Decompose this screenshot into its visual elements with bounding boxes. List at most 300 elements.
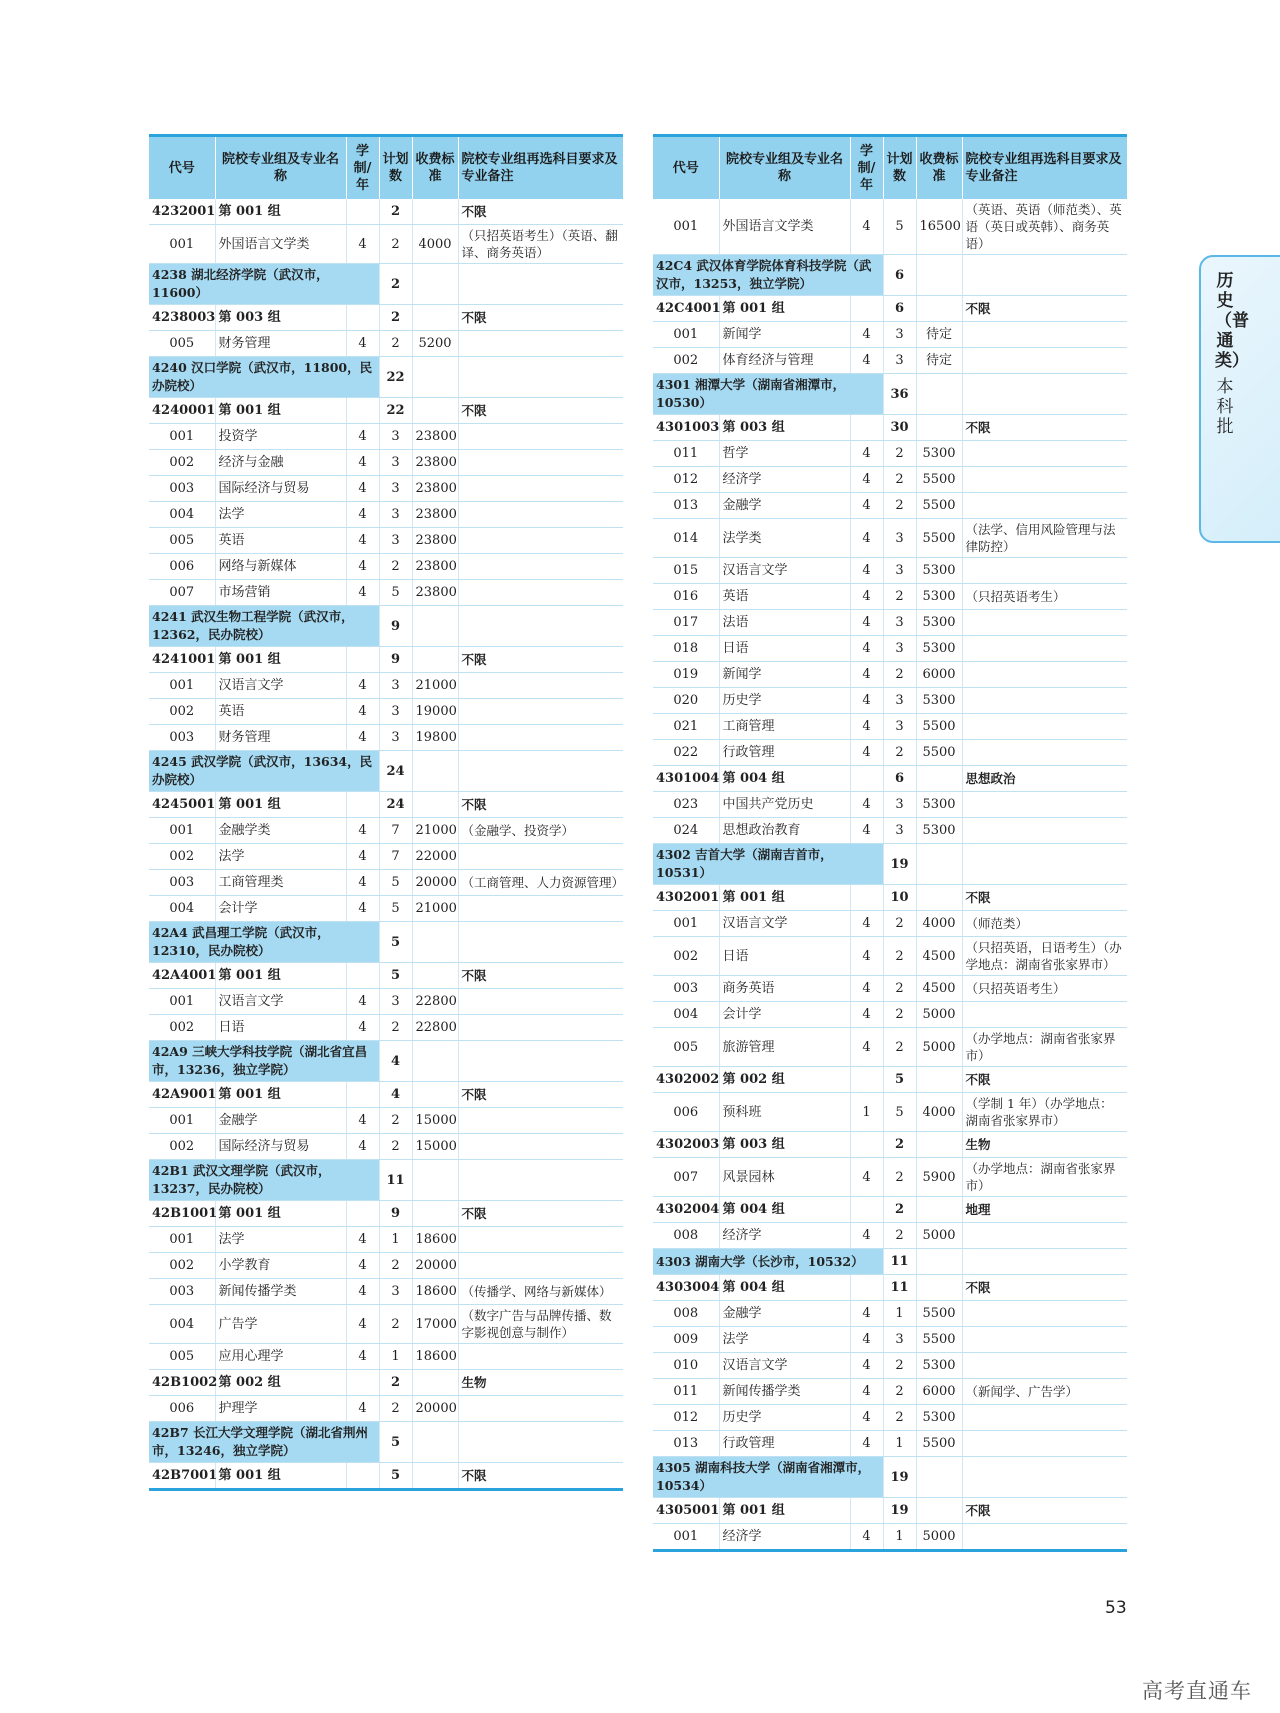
major-name: 日语 [719,636,850,662]
plan-count: 7 [379,818,412,844]
major-code: 017 [653,610,719,636]
group-code: 42A4001 [149,963,215,989]
major-remark [962,322,1127,348]
major-remark [962,714,1127,740]
major-name: 行政管理 [719,740,850,766]
major-row [149,1134,623,1160]
fee-cell [916,1197,962,1223]
plan-count: 2 [883,467,916,493]
major-remark [458,450,623,476]
major-name: 金融学 [215,1108,346,1134]
years-cell: 4 [850,740,883,766]
group-row [149,305,623,331]
fee-cell: 5300 [916,636,962,662]
major-remark: （金融学、投资学） [458,818,623,844]
group-row [149,1370,623,1396]
major-row [149,502,623,528]
years-cell: 4 [346,870,379,896]
years-cell: 4 [346,225,379,264]
major-name: 思想政治教育 [719,818,850,844]
years-cell [850,1197,883,1223]
fee-cell: 5300 [916,584,962,610]
years-cell: 4 [346,1305,379,1344]
fee-cell [412,1041,458,1082]
fee-cell: 23800 [412,528,458,554]
plan-count: 5 [379,922,412,963]
fee-cell [412,1370,458,1396]
group-name: 第 003 组 [215,305,346,331]
fee-cell: 4000 [412,225,458,264]
years-cell: 4 [850,662,883,688]
group-row [149,1201,623,1227]
major-remark [458,725,623,751]
subject-requirement: 不限 [962,1275,1127,1301]
group-name: 第 001 组 [719,296,850,322]
subject-requirement: 地理 [962,1197,1127,1223]
plan-count: 22 [379,398,412,424]
fee-cell [412,357,458,398]
major-row [653,714,1127,740]
years-cell [346,1082,379,1108]
plan-count: 9 [379,647,412,673]
fee-cell: 22000 [412,844,458,870]
major-row [149,1108,623,1134]
major-code: 022 [653,740,719,766]
plan-count: 2 [379,1396,412,1422]
header-fee: 收费标准 [412,136,458,200]
major-remark [962,636,1127,662]
years-cell: 4 [346,1396,379,1422]
plan-count: 3 [883,688,916,714]
years-cell: 4 [346,528,379,554]
major-remark: （师范类） [962,911,1127,937]
group-row [653,885,1127,911]
major-row [149,1279,623,1305]
years-cell [346,1201,379,1227]
major-name: 汉语言文学 [719,1353,850,1379]
subject-requirement: 不限 [458,1082,623,1108]
years-cell: 4 [850,688,883,714]
plan-count: 4 [379,1041,412,1082]
fee-cell [412,305,458,331]
plan-count: 3 [883,714,916,740]
major-code: 020 [653,688,719,714]
major-remark [458,1344,623,1370]
major-name: 外国语言文学类 [215,225,346,264]
school-name: 4302 吉首大学（湖南吉首市，10531） [653,844,883,885]
school-name: 42B1 武汉文理学院（武汉市，13237，民办院校） [149,1160,379,1201]
major-code: 013 [653,1431,719,1457]
major-code: 005 [149,1344,215,1370]
plan-count: 2 [379,225,412,264]
plan-count: 2 [379,305,412,331]
major-code: 001 [149,818,215,844]
major-name: 金融学类 [215,818,346,844]
fee-cell: 19800 [412,725,458,751]
header-fee: 收费标准 [916,136,962,200]
school-name: 4241 武汉生物工程学院（武汉市，12362，民办院校） [149,606,379,647]
major-code: 001 [653,1524,719,1551]
major-row [653,662,1127,688]
plan-count: 6 [883,296,916,322]
fee-cell: 18600 [412,1227,458,1253]
admission-table-left [149,134,623,1491]
years-cell [346,963,379,989]
major-row [653,740,1127,766]
fee-cell: 5500 [916,1431,962,1457]
fee-cell [916,1457,962,1498]
major-remark: （办学地点：湖南省张家界市） [962,1028,1127,1067]
fee-cell [916,296,962,322]
major-remark [458,1227,623,1253]
major-row [653,1223,1127,1249]
remark-cell [458,1041,623,1082]
fee-cell: 5500 [916,1327,962,1353]
major-code: 002 [653,348,719,374]
years-cell: 4 [850,493,883,519]
years-cell [850,415,883,441]
major-remark [458,528,623,554]
major-code: 006 [149,554,215,580]
major-remark [962,441,1127,467]
major-code: 004 [149,1305,215,1344]
fee-cell: 23800 [412,476,458,502]
fee-cell [412,1082,458,1108]
major-code: 018 [653,636,719,662]
group-code: 42B1001 [149,1201,215,1227]
major-name: 外国语言文学类 [719,199,850,255]
group-name: 第 004 组 [719,1197,850,1223]
fee-cell: 5200 [412,331,458,357]
fee-cell [916,415,962,441]
group-name: 第 001 组 [215,647,346,673]
group-name: 第 001 组 [215,398,346,424]
school-name: 42A4 武昌理工学院（武汉市，12310，民办院校） [149,922,379,963]
group-code: 4305001 [653,1498,719,1524]
plan-count: 2 [883,1379,916,1405]
school-name: 4240 汉口学院（武汉市，11800，民办院校） [149,357,379,398]
major-row [653,1327,1127,1353]
plan-count: 2 [883,584,916,610]
school-row [149,1160,623,1201]
major-remark [458,1134,623,1160]
header-plan: 计划数 [883,136,916,200]
fee-cell: 5500 [916,493,962,519]
major-remark [962,662,1127,688]
years-cell: 4 [346,1227,379,1253]
school-name: 4301 湘潭大学（湖南省湘潭市，10530） [653,374,883,415]
major-name: 法学 [215,844,346,870]
years-cell: 4 [346,502,379,528]
years-cell: 4 [346,580,379,606]
fee-cell: 5300 [916,1405,962,1431]
plan-count: 3 [379,424,412,450]
major-name: 市场营销 [215,580,346,606]
plan-count: 3 [379,450,412,476]
years-cell: 4 [346,554,379,580]
years-cell [850,1067,883,1093]
fee-cell [412,792,458,818]
fee-cell: 5000 [916,1028,962,1067]
major-row [653,199,1127,255]
fee-cell: 20000 [412,1253,458,1279]
major-remark [458,1396,623,1422]
major-row [653,1002,1127,1028]
plan-count: 1 [379,1344,412,1370]
major-name: 国际经济与贸易 [215,476,346,502]
plan-count: 5 [379,1463,412,1490]
major-name: 汉语言文学 [719,911,850,937]
plan-count: 5 [883,199,916,255]
major-row [149,450,623,476]
school-name: 42A9 三峡大学科技学院（湖北省宜昌市，13236，独立学院） [149,1041,379,1082]
fee-cell [916,1067,962,1093]
group-code: 4302002 [653,1067,719,1093]
major-row [653,467,1127,493]
plan-count: 1 [883,1301,916,1327]
subject-requirement: 不限 [458,1201,623,1227]
plan-count: 2 [883,1197,916,1223]
major-code: 002 [149,1253,215,1279]
plan-count: 10 [883,885,916,911]
years-cell: 4 [850,1353,883,1379]
major-code: 021 [653,714,719,740]
major-name: 法学类 [719,519,850,558]
years-cell [850,766,883,792]
years-cell: 4 [346,1279,379,1305]
years-cell: 4 [850,714,883,740]
group-row [149,647,623,673]
fee-cell [916,1132,962,1158]
group-code: 42B1002 [149,1370,215,1396]
major-name: 历史学 [719,1405,850,1431]
group-code: 42A9001 [149,1082,215,1108]
fee-cell: 23800 [412,424,458,450]
major-name: 经济学 [719,467,850,493]
years-cell: 4 [850,976,883,1002]
major-remark [458,502,623,528]
major-code: 001 [653,911,719,937]
years-cell: 4 [346,476,379,502]
plan-count: 3 [883,1327,916,1353]
fee-cell: 4500 [916,976,962,1002]
fee-cell [412,1201,458,1227]
major-remark [962,610,1127,636]
years-cell: 4 [850,1158,883,1197]
major-name: 英语 [215,699,346,725]
plan-count: 9 [379,606,412,647]
school-name: 4303 湖南大学（长沙市，10532） [653,1249,883,1275]
major-name: 网络与新媒体 [215,554,346,580]
major-remark [458,476,623,502]
header-years: 学制/年 [346,136,379,200]
school-row [149,357,623,398]
major-row [653,610,1127,636]
major-name: 新闻传播学类 [215,1279,346,1305]
plan-count: 3 [883,610,916,636]
years-cell: 4 [850,610,883,636]
major-remark [962,1431,1127,1457]
group-code: 4240001 [149,398,215,424]
group-name: 第 001 组 [719,885,850,911]
group-name: 第 001 组 [215,1201,346,1227]
major-name: 行政管理 [719,1431,850,1457]
table-header [149,136,623,200]
watermark-text: 高考直通车 [1142,1679,1252,1703]
group-row [149,792,623,818]
plan-count: 36 [883,374,916,415]
fee-cell [412,647,458,673]
remark-cell [458,751,623,792]
major-code: 003 [149,1279,215,1305]
plan-count: 11 [883,1249,916,1275]
years-cell: 4 [346,424,379,450]
remark-cell [962,844,1127,885]
school-name: 4245 武汉学院（武汉市，13634，民办院校） [149,751,379,792]
fee-cell [412,398,458,424]
major-row [653,441,1127,467]
plan-count: 2 [883,1223,916,1249]
fee-cell: 23800 [412,450,458,476]
header-name: 院校专业组及专业名称 [719,136,850,200]
major-code: 003 [149,725,215,751]
fee-cell: 5300 [916,610,962,636]
major-row [653,911,1127,937]
plan-count: 5 [379,870,412,896]
major-name: 工商管理类 [215,870,346,896]
header-remark: 院校专业组再选科目要求及专业备注 [962,136,1127,200]
fee-cell [916,844,962,885]
group-row [653,1498,1127,1524]
group-row [149,199,623,225]
fee-cell: 5500 [916,1301,962,1327]
major-code: 007 [149,580,215,606]
plan-count: 5 [379,580,412,606]
group-code: 4301003 [653,415,719,441]
plan-count: 2 [379,1253,412,1279]
major-row [653,584,1127,610]
major-name: 英语 [215,528,346,554]
school-name: 42B7 长江大学文理学院（湖北省荆州市，13246，独立学院） [149,1422,379,1463]
fee-cell: 22800 [412,1015,458,1041]
years-cell [346,1370,379,1396]
plan-count: 19 [883,844,916,885]
years-cell: 4 [850,558,883,584]
school-row [653,1249,1127,1275]
plan-count: 11 [883,1275,916,1301]
major-name: 财务管理 [215,725,346,751]
major-remark [458,331,623,357]
remark-cell [962,1249,1127,1275]
major-row [653,558,1127,584]
plan-count: 2 [883,441,916,467]
major-remark [962,1353,1127,1379]
major-name: 经济与金融 [215,450,346,476]
admission-table-right [653,134,1127,1552]
years-cell: 4 [850,1223,883,1249]
fee-cell: 5900 [916,1158,962,1197]
major-code: 002 [653,937,719,976]
major-remark: （工商管理、人力资源管理） [458,870,623,896]
plan-count: 3 [883,818,916,844]
years-cell: 4 [850,1028,883,1067]
subject-requirement: 不限 [458,647,623,673]
subject-requirement: 不限 [962,296,1127,322]
fee-cell [412,199,458,225]
major-name: 中国共产党历史 [719,792,850,818]
plan-count: 5 [883,1067,916,1093]
major-remark: （传播学、网络与新媒体） [458,1279,623,1305]
group-name: 第 001 组 [215,1082,346,1108]
major-row [653,1301,1127,1327]
fee-cell [412,751,458,792]
group-row [149,963,623,989]
group-name: 第 003 组 [719,1132,850,1158]
school-name: 42C4 武汉体育学院体育科技学院（武汉市，13253，独立学院） [653,255,883,296]
major-code: 006 [149,1396,215,1422]
plan-count: 2 [379,554,412,580]
fee-cell: 5000 [916,1223,962,1249]
header-plan: 计划数 [379,136,412,200]
major-row [653,1353,1127,1379]
major-row [149,580,623,606]
fee-cell: 4000 [916,1093,962,1132]
plan-count: 24 [379,792,412,818]
school-row [149,1422,623,1463]
major-row [149,554,623,580]
group-code: 4238003 [149,305,215,331]
plan-count: 2 [379,264,412,305]
major-remark [962,740,1127,766]
group-name: 第 001 组 [215,199,346,225]
subject-requirement: 不限 [962,415,1127,441]
major-row [149,1396,623,1422]
plan-count: 2 [883,1353,916,1379]
plan-count: 3 [883,636,916,662]
plan-count: 5 [883,1093,916,1132]
major-remark: （新闻学、广告学） [962,1379,1127,1405]
school-row [653,374,1127,415]
major-name: 金融学 [719,493,850,519]
plan-count: 5 [379,1422,412,1463]
major-row [653,1431,1127,1457]
subject-requirement: 不限 [458,963,623,989]
fee-cell [916,255,962,296]
major-code: 010 [653,1353,719,1379]
major-name: 法学 [215,1227,346,1253]
fee-cell [412,606,458,647]
major-name: 工商管理 [719,714,850,740]
group-row [653,415,1127,441]
plan-count: 3 [379,1279,412,1305]
major-row [653,1405,1127,1431]
major-remark: （只招英语考生） [962,584,1127,610]
school-row [149,922,623,963]
major-row [149,1015,623,1041]
years-cell: 4 [850,911,883,937]
group-name: 第 003 组 [719,415,850,441]
major-code: 001 [149,1227,215,1253]
left-column [149,134,623,1491]
major-code: 002 [149,699,215,725]
fee-cell [412,922,458,963]
major-code: 001 [149,225,215,264]
table-header [653,136,1127,200]
group-name: 第 001 组 [215,792,346,818]
fee-cell: 5500 [916,519,962,558]
years-cell [850,885,883,911]
group-name: 第 002 组 [215,1370,346,1396]
